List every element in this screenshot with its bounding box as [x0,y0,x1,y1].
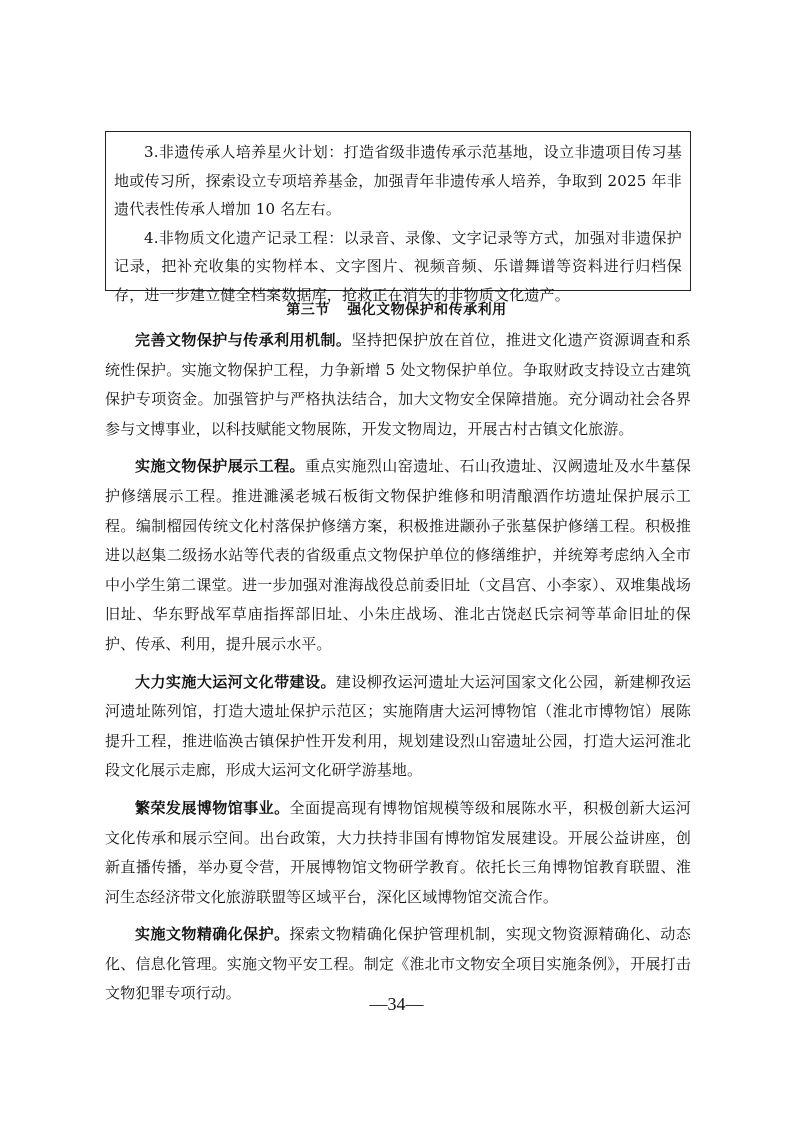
paragraph-lead: 大力实施大运河文化带建设。 [135,672,336,691]
box-item-4: 4.非物质文化遗产记录工程：以录音、录像、文字记录等方式，加强对非遗保护记录，把补充收集的实物样本、文字图片、视频音频、乐谱舞谱等资料进行归档保存，进一步建立健全档案数据库，抢救正在消失的非物质文化遗产。 [114,228,682,304]
page-number: —34— [369,994,424,1014]
body-text [105,326,691,1017]
section-title-text: 强化文物保护和传承利用 [347,302,507,318]
paragraph-body: 建设柳孜运河遗址大运河国家文化公园，新建柳孜运河遗址陈列馆，打造大遗址保护示范区；实施隋唐大运河博物馆（淮北市博物馆）展陈提升工程，推进临涣古镇保护性开发利用，规划建设烈山窑遗址公园，打造大运河淮北段文化展示走廊，形成大运河文化研学游基地。 [105,672,691,780]
paragraph-body: 探索文物精确化保护管理机制，实现文物资源精确化、动态化、信息化管理。实施文物平安工程。制定《淮北市文物安全项目实施条例》，开展打击文物犯罪专项行动。 [105,925,691,1003]
box-item-3: 3.非遗传承人培养星火计划：打造省级非遗传承示范基地，设立非遗项目传习基地或传习所，探索设立专项培养基金，加强青年非遗传承人培养，争取到 2025 年非遗代表性传承人增加 10 名左右。 [114,143,682,218]
boxed-project-list [105,131,691,304]
paragraph [105,452,691,659]
paragraph-body: 全面提高现有博物馆规模等级和展陈水平，积极创新大运河文化传承和展示空间。出台政策，大力扶持非国有博物馆发展建设。开展公益讲座，创新直播传播，举办夏令营，开展博物馆文物研学教育。依托长三角博物馆教育联盟、淮河生态经济带文化旅游联盟等区域平台，深化区域博物馆交流合作。 [105,798,691,906]
paragraph-body: 重点实施烈山窑遗址、石山孜遗址、汉阙遗址及水牛墓保护修缮展示工程。推进濉溪老城石板街文物保护维修和明清酿酒作坊遗址保护展示工程。编制榴园传统文化村落保护修缮方案，积极推进颛孙子张墓保护修缮工程。积极推进以赵集二级扬水站等代表的省级重点文物保护单位的修缮维护，并统筹考虑纳入全市中小学生第二课堂。进一步加强对淮海战役总前委旧址（文昌宫、小李家）、双堆集战场旧址、华东野战军草庙指挥部旧址、小朱庄战场、淮北古饶赵氏宗祠等革命旧址的保护、传承、利用，提升展示水平。 [105,457,691,653]
paragraph-lead: 繁荣发展博物馆事业。 [135,798,290,817]
section-number: 第三节 [286,302,330,318]
paragraph [105,326,691,444]
paragraph [105,668,691,786]
paragraph-body: 坚持把保护放在首位，推进文化遗产资源调查和系统性保护。实施文物保护工程，力争新增 5 处文物保护单位。争取财政支持设立古建筑保护专项资金。加强管护与严格执法结合，加大文物安全保障措施。充分调动社会各界参与文博事业，以科技赋能文物展陈，开发文物周边，开展古村古镇文化旅游。 [105,331,691,438]
paragraph-lead: 完善文物保护与传承利用机制。 [135,331,352,349]
paragraph [105,794,691,912]
paragraph-lead: 实施文物保护展示工程。 [135,457,305,476]
paragraph-lead: 实施文物精确化保护。 [135,925,290,944]
section-heading [0,299,793,319]
